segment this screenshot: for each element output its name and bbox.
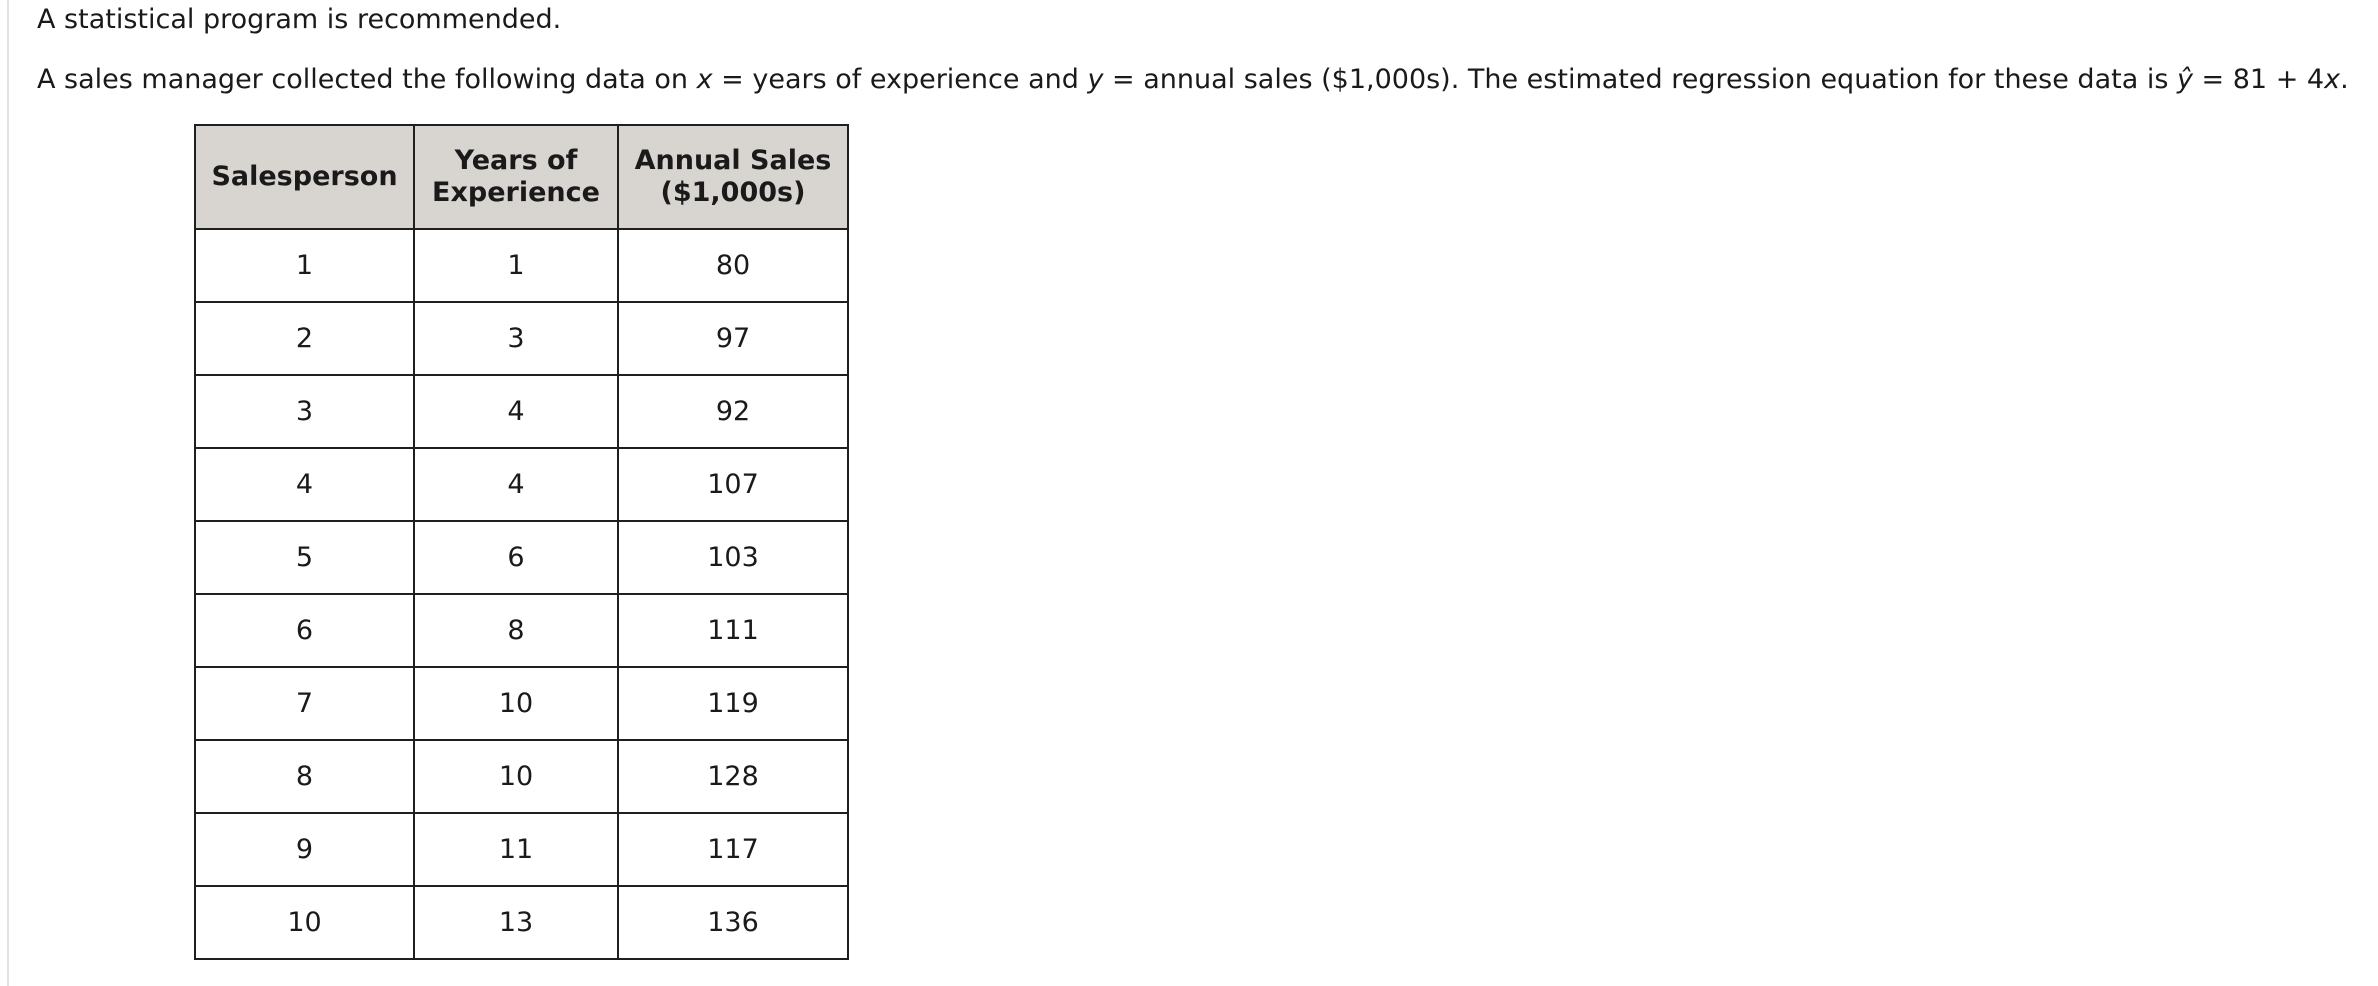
problem-text-2: = years of experience and <box>712 64 1088 95</box>
table-row <box>195 229 848 302</box>
salesperson-cell: 2 <box>195 302 414 375</box>
years-cell: 8 <box>414 594 618 667</box>
table-row <box>195 667 848 740</box>
sales-cell: 80 <box>618 229 848 302</box>
sales-data-table <box>194 124 849 960</box>
years-cell: 1 <box>414 229 618 302</box>
problem-text-1: A sales manager collected the following data on <box>37 64 697 95</box>
problem-text-4: = 81 + 4 <box>2192 64 2325 95</box>
sales-cell: 107 <box>618 448 848 521</box>
sales-cell: 136 <box>618 886 848 959</box>
sales-cell: 103 <box>618 521 848 594</box>
problem-text-5: . <box>2340 64 2349 95</box>
table-row <box>195 521 848 594</box>
sales-cell: 92 <box>618 375 848 448</box>
header-years-line-2: Experience <box>432 177 600 208</box>
years-cell: 4 <box>414 375 618 448</box>
header-sales-line-2: ($1,000s) <box>660 177 806 208</box>
table-row <box>195 302 848 375</box>
salesperson-cell: 6 <box>195 594 414 667</box>
years-cell: 3 <box>414 302 618 375</box>
years-cell: 10 <box>414 667 618 740</box>
header-salesperson-line-1: Salesperson <box>211 161 398 192</box>
years-cell: 13 <box>414 886 618 959</box>
years-cell: 11 <box>414 813 618 886</box>
salesperson-cell: 8 <box>195 740 414 813</box>
sales-cell: 128 <box>618 740 848 813</box>
salesperson-cell: 4 <box>195 448 414 521</box>
salesperson-cell: 10 <box>195 886 414 959</box>
table-row <box>195 448 848 521</box>
years-cell: 4 <box>414 448 618 521</box>
variable-y: y <box>1087 64 1104 95</box>
table-header-row <box>195 125 848 229</box>
salesperson-cell: 7 <box>195 667 414 740</box>
salesperson-cell: 1 <box>195 229 414 302</box>
table-row <box>195 740 848 813</box>
left-border-rule <box>7 0 9 986</box>
header-sales-line-1: Annual Sales <box>634 145 832 176</box>
salesperson-cell: 3 <box>195 375 414 448</box>
variable-x-2: x <box>2324 64 2341 95</box>
salesperson-cell: 9 <box>195 813 414 886</box>
sales-cell: 111 <box>618 594 848 667</box>
salesperson-cell: 5 <box>195 521 414 594</box>
table-row <box>195 594 848 667</box>
table-row <box>195 886 848 959</box>
variable-y-hat: ŷ <box>2176 64 2193 95</box>
problem-statement <box>37 62 2349 98</box>
variable-x: x <box>696 64 713 95</box>
sales-cell: 97 <box>618 302 848 375</box>
header-salesperson <box>195 125 414 229</box>
problem-text-3: = annual sales ($1,000s). The estimated regression equation for these data is <box>1103 64 2177 95</box>
years-cell: 6 <box>414 521 618 594</box>
sales-cell: 117 <box>618 813 848 886</box>
sales-cell: 119 <box>618 667 848 740</box>
table-row <box>195 375 848 448</box>
years-cell: 10 <box>414 740 618 813</box>
header-years-line-1: Years of <box>454 145 578 176</box>
table-body <box>195 229 848 959</box>
header-years-of-experience <box>414 125 618 229</box>
intro-text: A statistical program is recommended. <box>37 4 562 35</box>
header-annual-sales <box>618 125 848 229</box>
table-row <box>195 813 848 886</box>
